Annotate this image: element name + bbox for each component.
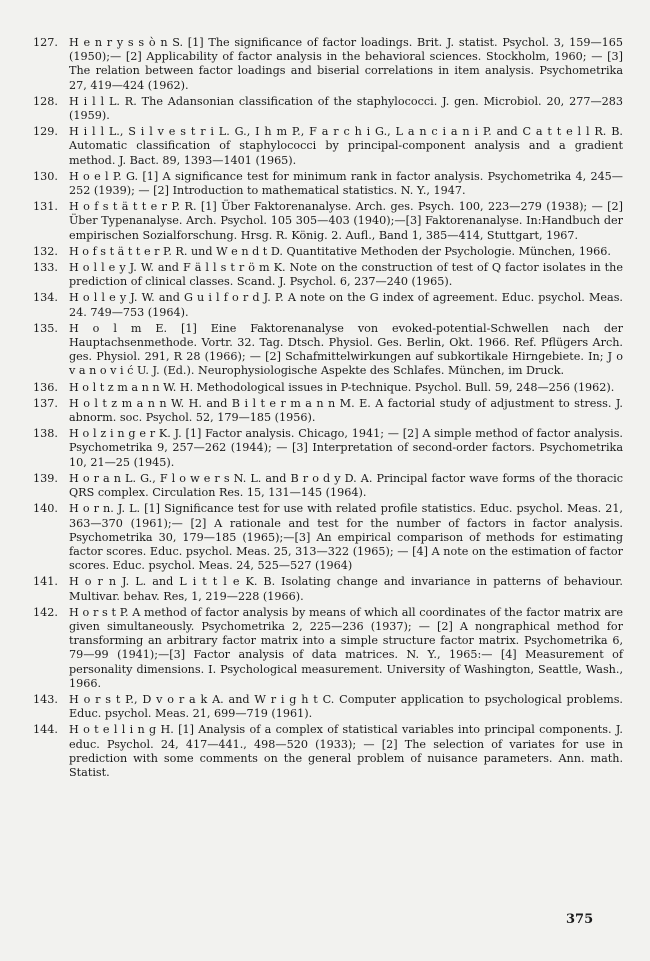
reference-item (33, 200, 623, 243)
reference-text: H o r a n L. G., F l o w e r s N. L. and B r o d y D. A. Principal factor wave forms of the thoracic QRS complex. Circulation Res. 15, 131—145 (1964). (69, 471, 623, 500)
reference-text: H o r n. J. L. [1] Significance test for use with related profile statistics. Educ. psychol. Meas. 21, 363—370 (1961);— [2] A rationale and test for the number of factors in factor analysis. Psychometrika 30, 179—185 (1965);—[3] An empirical comparison of methods for estimating factor scores. Educ. psychol. Meas. 25, 313—322 (1965); — [4] A note on the estimation of factor scores. Educ. psychol. Meas. 24, 525—527 (1964) (69, 502, 623, 573)
reference-number: 138. (33, 427, 58, 441)
reference-number: 131. (33, 200, 58, 214)
reference-text: H o r s t P. A method of factor analysis by means of which all coordinates of the factor matrix are given simultaneously. Psychometrika 2, 225—236 (1937); — [2] A nongraphical method for transforming an arbitrary factor matrix into a simple structure factor matrix. Psychometrika 6, 79—99 (1941);—[3] Factor analysis of data matrices. N. Y., 1965:— [4] Measurement of personality dimensions. I. Psychological measurement. University of Washington, Seattle, Wash., 1966. (69, 605, 623, 690)
reference-number: 136. (33, 380, 58, 394)
reference-text: H o l l e y J. W. and F ä l l s t r ö m K. Note on the construction of test of Q factor isolates in the prediction of clinical classes. Scand. J. Psychol. 6, 237—240 (1965). (69, 261, 623, 289)
reference-item (33, 606, 623, 691)
reference-item (33, 261, 623, 289)
reference-number: 129. (33, 125, 58, 139)
reference-number: 127. (33, 36, 58, 49)
reference-number: 139. (33, 471, 58, 485)
reference-text: H i l l L., S i l v e s t r i L. G., I h m P., F a r c h i G., L a n c i a n i P. and C a t t e l l R. B. Automatic classification of staphylococci by principal-component analysis and a gradient method. J. Bact. 89, 1393—1401 (1965). (69, 125, 623, 167)
reference-number: 130. (33, 169, 58, 183)
reference-text: H o r n J. L. and L i t t l e K. B. Isolating change and invariance in patterns of behaviour. Multivar. behav. Res, 1, 219—228 (1966). (69, 575, 623, 603)
reference-item (33, 723, 623, 780)
reference-item (33, 693, 623, 721)
reference-text: H o f s t ä t t e r P. R. [1] Über Faktorenanalyse. Arch. ges. Psych. 100, 223—279 (1938); — [2] Über Typenanalyse. Arch. Psychol. 105 305—403 (1940);—[3] Faktorenanalyse. In:Handbuch der empirischen Sozialforschung. Hrsg. R. König. 2. Aufl., Band 1, 385—414, Stuttgart, 1967. (69, 200, 623, 242)
reference-item (33, 427, 623, 470)
reference-item (33, 291, 623, 319)
page-number: 375 (566, 912, 594, 927)
reference-number: 141. (33, 575, 58, 589)
reference-text: H o t e l l i n g H. [1] Analysis of a complex of statistical variables into principal components. J. educ. Psychol. 24, 417—441., 498—520 (1933); — [2] The selection of variates for use in prediction with some comments on the general problem of nuisance parameters. Ann. math. Statist. (69, 723, 623, 779)
reference-number: 133. (33, 261, 58, 275)
reference-text: H o l t z m a n n W. H. Methodological issues in P-technique. Psychol. Bull. 59, 248—256 (1962). (69, 380, 615, 394)
reference-text: H o f s t ä t t e r P. R. und W e n d t D. Quantitative Methoden der Psychologie. München, 1966. (69, 244, 611, 258)
reference-number: 134. (33, 291, 58, 305)
reference-item (33, 170, 623, 198)
reference-text: H o r s t P., D v o r a k A. and W r i g h t C. Computer application to psychological problems. Educ. psychol. Meas. 21, 699—719 (1961). (69, 692, 623, 721)
reference-item (33, 381, 623, 395)
reference-number: 128. (33, 94, 58, 108)
reference-item (33, 36, 623, 93)
reference-number: 144. (33, 723, 58, 737)
reference-item (33, 397, 623, 425)
reference-number: 132. (33, 244, 58, 258)
reference-list (33, 36, 623, 782)
reference-number: 137. (33, 396, 58, 410)
reference-text: H o e l P. G. [1] A significance test for minimum rank in factor analysis. Psychometrika 4, 245—252 (1939); — [2] Introduction to mathematical statistics. N. Y., 1947. (69, 169, 623, 198)
reference-text: H o l z i n g e r K. J. [1] Factor analysis. Chicago, 1941; — [2] A simple method of factor analysis. Psychometrika 9, 257—262 (1944); — [3] Interpretation of second-order factors. Psychometrika 10, 21—25 (1945). (69, 427, 623, 469)
reference-number: 142. (33, 605, 58, 619)
reference-text: H i l l L. R. The Adansonian classification of the staphylococci. J. gen. Microbiol. 20, 277—283 (1959). (69, 94, 623, 123)
reference-text: H e n r y s s ò n S. [1] The significance of factor loadings. Brit. J. statist. Psychol. 3, 159—165 (1950);— [2] Applicability of factor analysis in the behavioral sciences. Stockholm, 1960; — [3] The relation between factor loadings and biserial correlations in item analysis. Psychometrika 27, 419—424 (1962). (69, 36, 623, 92)
reference-item (33, 322, 623, 379)
reference-text: H o l t z m a n n W. H. and B i l t e r m a n n M. E. A factorial study of adjustment to stress. J. abnorm. soc. Psychol. 52, 179—185 (1956). (69, 396, 623, 425)
reference-number: 135. (33, 321, 58, 335)
reference-item (33, 472, 623, 500)
reference-text: H o l l e y J. W. and G u i l f o r d J. P. A note on the G index of agreement. Educ. psychol. Meas. 24. 749—753 (1964). (69, 291, 623, 319)
reference-item (33, 575, 623, 603)
reference-number: 143. (33, 692, 58, 706)
reference-number: 140. (33, 502, 58, 516)
reference-item (33, 95, 623, 123)
reference-item (33, 245, 623, 259)
reference-item (33, 125, 623, 168)
reference-text: H o l m E. [1] Eine Faktorenanalyse von evoked-potential-Schwellen nach der Hauptachsenmethode. Vortr. 32. Tag. Dtsch. Physiol. Ges. Berlin, Okt. 1966. Ref. Pflügers Arch. ges. Physiol. 291, R 28 (1966); — [2] Schafmittelwirkungen auf subkortikale Hirngebiete. In; J o v a n o v i ć U. J. (Ed.). Neurophysiologische Aspekte des Schlafes. München, im Druck. (69, 321, 623, 378)
reference-item (33, 502, 623, 573)
